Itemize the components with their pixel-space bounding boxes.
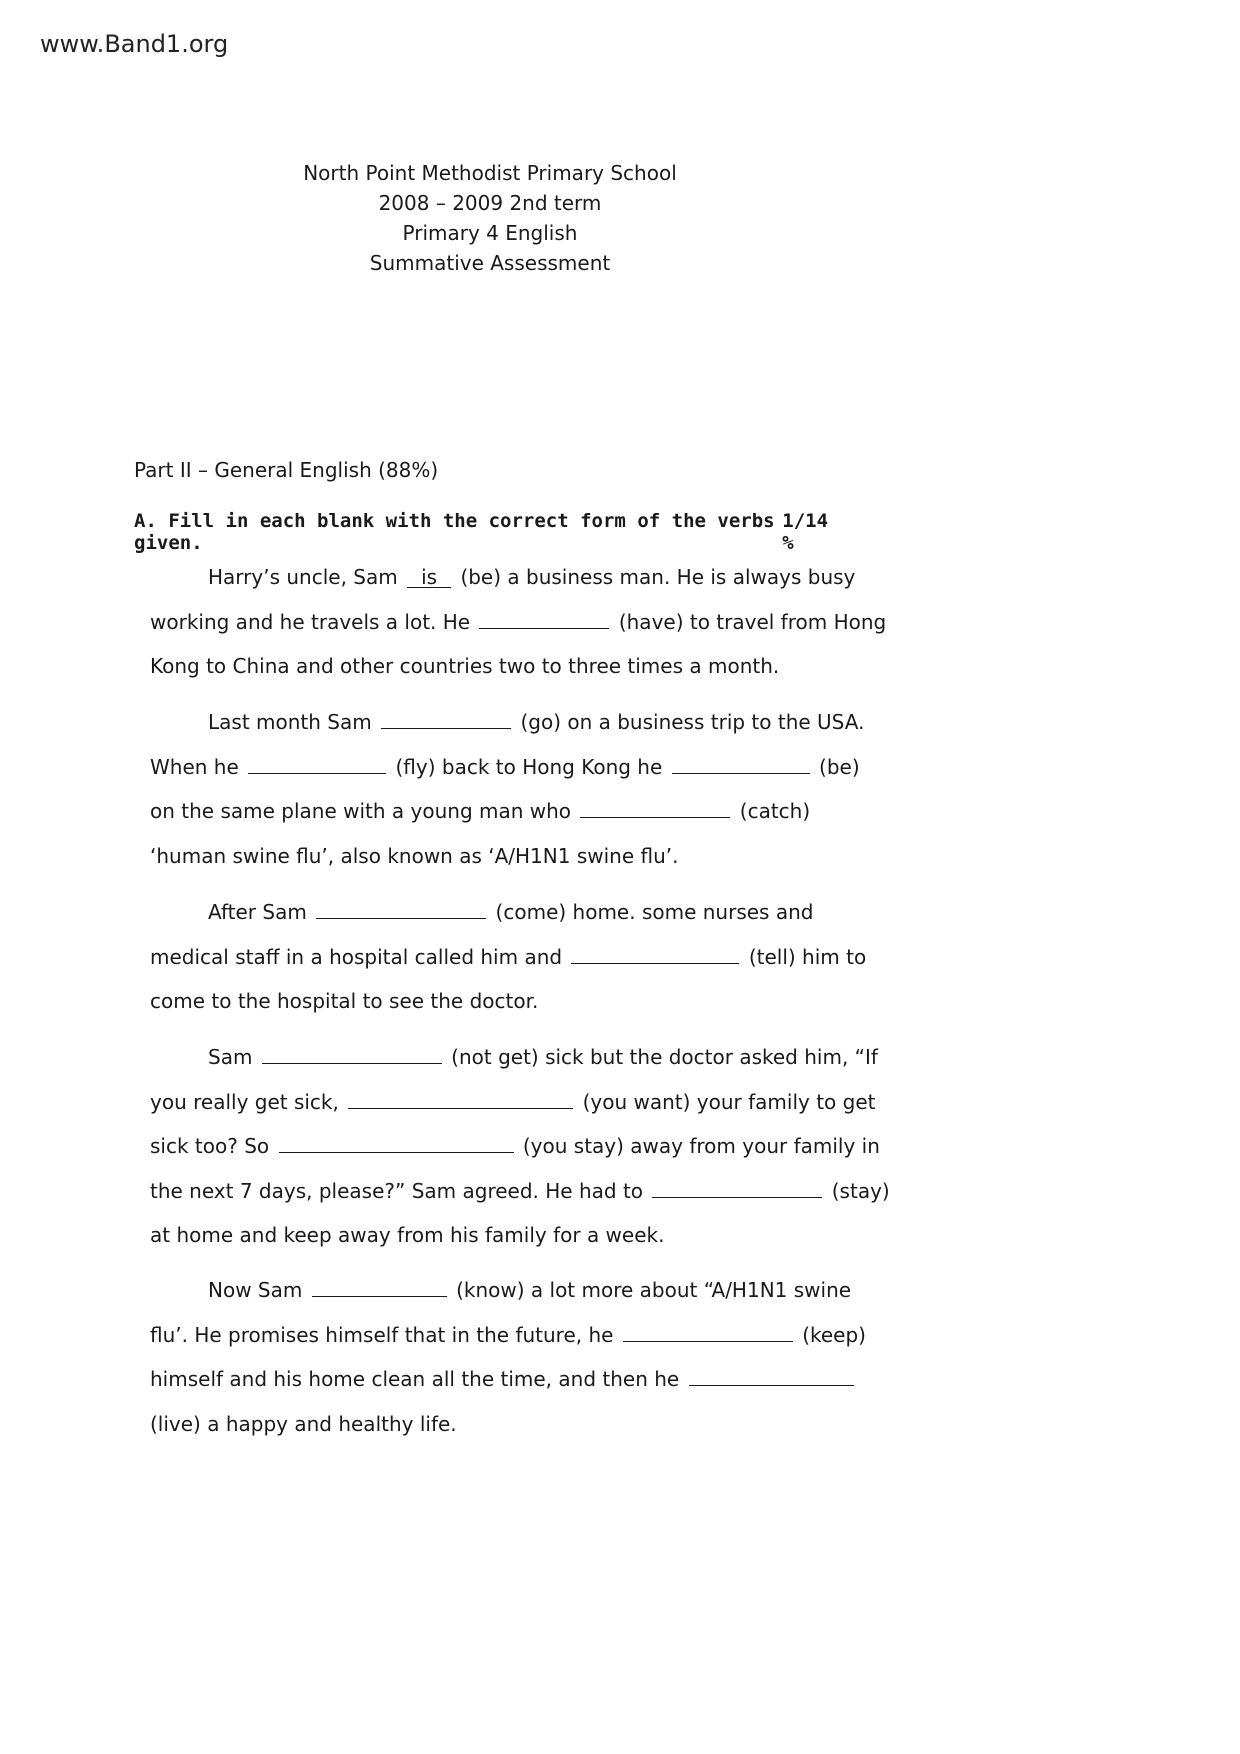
text: (you want) your family to get — [582, 1089, 876, 1114]
answer-blank[interactable] — [381, 706, 511, 729]
text: you really get sick, — [150, 1089, 339, 1114]
answer-blank[interactable] — [316, 896, 486, 919]
text: Harry’s uncle, Sam — [208, 565, 398, 589]
answer-blank-example: is — [407, 565, 451, 588]
text: Sam — [208, 1045, 253, 1069]
text: (know) a lot more about “A/H1N1 swine — [456, 1278, 852, 1302]
paragraph-5 — [150, 1268, 866, 1446]
para-line — [150, 644, 850, 689]
para-line — [150, 1402, 850, 1447]
text: (keep) — [802, 1322, 866, 1347]
text: (come) home. some nurses and — [495, 900, 814, 924]
answer-blank[interactable] — [623, 1319, 793, 1342]
text: ‘human swine flu’, also known as ‘A/H1N1 swine flu’. — [150, 843, 679, 868]
text: himself and his home clean all the time, and then he — [150, 1367, 680, 1391]
answer-blank[interactable] — [262, 1041, 442, 1064]
text: (you stay) away from your family in — [522, 1134, 880, 1158]
text: (catch) — [739, 799, 811, 823]
text: (tell) him to — [748, 944, 867, 969]
text: working and he travels a lot. He — [150, 609, 471, 634]
paragraph-3 — [150, 890, 867, 1024]
text: the next 7 days, please?” Sam agreed. He had to — [150, 1178, 644, 1203]
para-line — [150, 1213, 850, 1258]
para-line — [150, 600, 887, 645]
para-line — [150, 1035, 878, 1080]
text: at home and keep away from his family for a week. — [150, 1223, 665, 1247]
term: 2008 – 2009 2nd term — [378, 191, 602, 215]
para-line — [150, 1080, 876, 1125]
para-line — [150, 1169, 890, 1214]
text: (stay) — [831, 1178, 890, 1203]
instruction-text: A. Fill in each blank with the correct form of the verbs given. — [134, 510, 775, 554]
para-line — [150, 789, 850, 834]
part-title: Part II – General English (88%) — [134, 458, 439, 482]
answer-blank[interactable] — [248, 751, 386, 774]
exam-header — [240, 158, 740, 278]
text: flu’. He promises himself that in the future, he — [150, 1322, 614, 1347]
para-line — [150, 1124, 880, 1169]
para-line — [150, 555, 856, 600]
text: (be) — [819, 754, 860, 779]
answer-blank[interactable] — [652, 1175, 822, 1198]
text: medical staff in a hospital called him and — [150, 944, 563, 969]
subject: Primary 4 English — [402, 221, 578, 245]
answer-blank[interactable] — [312, 1274, 447, 1297]
para-line — [150, 745, 860, 790]
para-line — [150, 935, 867, 980]
section-marks: 1/14 % — [782, 510, 829, 554]
text: on the same plane with a young man who — [150, 799, 572, 823]
text: come to the hospital to see the doctor. — [150, 989, 539, 1013]
school-name: North Point Methodist Primary School — [303, 161, 677, 185]
assessment-title: Summative Assessment — [369, 251, 611, 275]
paragraph-4 — [150, 1035, 890, 1258]
text: Now Sam — [208, 1278, 303, 1302]
text: (live) a happy and healthy life. — [150, 1411, 457, 1436]
text: Last month Sam — [208, 710, 372, 734]
text: (not get) sick but the doctor asked him, “If — [451, 1045, 878, 1069]
answer-blank[interactable] — [689, 1363, 854, 1386]
text: (have) to travel from Hong — [618, 609, 887, 634]
answer-blank[interactable] — [479, 606, 609, 629]
answer-blank[interactable] — [279, 1130, 514, 1153]
text: (go) on a business trip to the USA. — [520, 710, 865, 734]
para-line — [150, 1313, 866, 1358]
paragraph-2 — [150, 700, 865, 878]
answer-blank[interactable] — [571, 941, 739, 964]
text: sick too? So — [150, 1134, 270, 1158]
section-instruction — [134, 510, 844, 554]
answer-blank[interactable] — [672, 751, 810, 774]
para-line — [150, 1268, 850, 1313]
para-line — [150, 1357, 850, 1402]
text: (fly) back to Hong Kong he — [395, 754, 663, 779]
para-line — [150, 979, 850, 1024]
watermark: www.Band1.org — [40, 30, 229, 58]
text: (be) a business man. He is always busy — [460, 565, 856, 589]
para-line — [150, 700, 865, 745]
text: After Sam — [208, 900, 307, 924]
para-line — [150, 890, 850, 935]
answer-blank[interactable] — [348, 1086, 573, 1109]
para-line — [150, 834, 850, 879]
answer-blank[interactable] — [580, 795, 730, 818]
text: When he — [150, 754, 239, 779]
paragraph-1 — [150, 555, 887, 689]
text: Kong to China and other countries two to three times a month. — [150, 654, 780, 678]
